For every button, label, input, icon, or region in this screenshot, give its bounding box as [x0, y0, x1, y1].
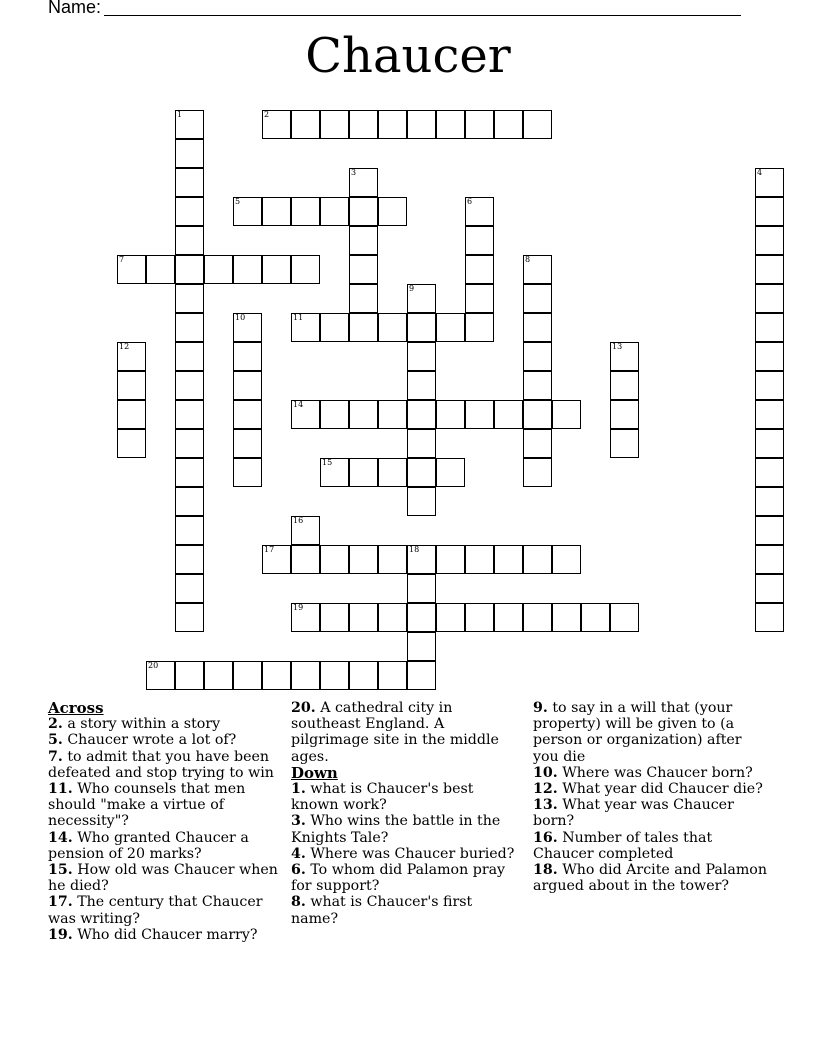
clue-number: 3.: [291, 813, 306, 830]
grid-cell[interactable]: [291, 545, 320, 574]
grid-cell[interactable]: [494, 603, 523, 632]
clue-number: 9: [409, 284, 415, 293]
clue-text: to admit that you have been defeated and stop trying to win: [48, 748, 274, 781]
grid-cell[interactable]: [175, 226, 204, 255]
grid-cell[interactable]: [378, 458, 407, 487]
down-clue: [533, 700, 768, 765]
grid-cell[interactable]: [117, 255, 146, 284]
across-clue: [48, 716, 278, 732]
grid-cell[interactable]: [407, 632, 436, 661]
grid-cell[interactable]: [755, 226, 784, 255]
clue-text: to say in a will that (your property) will be given to (a person or organization) after you die: [533, 700, 742, 765]
grid-cell[interactable]: [378, 603, 407, 632]
grid-cell[interactable]: [523, 429, 552, 458]
across-clue: [48, 927, 278, 943]
grid-cell[interactable]: [291, 603, 320, 632]
down-clue: [533, 797, 768, 829]
grid-cell[interactable]: [465, 255, 494, 284]
grid-cell[interactable]: [117, 371, 146, 400]
clue-number: 1: [177, 110, 183, 119]
grid-cell[interactable]: [233, 342, 262, 371]
grid-cell[interactable]: [349, 313, 378, 342]
grid-cell[interactable]: [233, 458, 262, 487]
grid-cell[interactable]: [378, 313, 407, 342]
grid-cell[interactable]: [233, 255, 262, 284]
grid-cell[interactable]: [755, 197, 784, 226]
grid-cell[interactable]: [407, 371, 436, 400]
grid-cell[interactable]: [465, 603, 494, 632]
grid-cell[interactable]: [233, 371, 262, 400]
grid-cell[interactable]: [233, 429, 262, 458]
clue-text: Who granted Chaucer a pension of 20 marks?: [48, 829, 249, 862]
grid-cell[interactable]: [494, 400, 523, 429]
clue-number: 14: [293, 400, 304, 409]
grid-cell[interactable]: [523, 110, 552, 139]
grid-cell[interactable]: [755, 429, 784, 458]
grid-cell[interactable]: [320, 400, 349, 429]
grid-cell[interactable]: [291, 661, 320, 690]
grid-cell[interactable]: [349, 284, 378, 313]
clue-number: 13.: [533, 797, 558, 814]
grid-cell[interactable]: [291, 516, 320, 545]
clue-number: 12: [119, 342, 130, 351]
grid-cell[interactable]: [755, 458, 784, 487]
clue-text: Who counsels that men should "make a virtue of necessity"?: [48, 781, 246, 830]
name-label: Name:: [48, 0, 102, 17]
grid-cell[interactable]: [755, 603, 784, 632]
grid-cell[interactable]: [552, 603, 581, 632]
grid-cell[interactable]: [262, 545, 291, 574]
grid-cell[interactable]: [233, 400, 262, 429]
grid-cell[interactable]: [465, 110, 494, 139]
grid-cell[interactable]: [465, 313, 494, 342]
grid-cell[interactable]: [262, 197, 291, 226]
grid-cell[interactable]: [755, 545, 784, 574]
clues-column-2: [291, 700, 523, 927]
clue-number: 15.: [48, 862, 73, 879]
grid-cell[interactable]: [407, 342, 436, 371]
grid-cell[interactable]: [175, 429, 204, 458]
grid-cell[interactable]: [610, 371, 639, 400]
grid-cell[interactable]: [291, 400, 320, 429]
clue-number: 8.: [291, 894, 306, 911]
grid-cell[interactable]: [204, 661, 233, 690]
grid-cell[interactable]: [291, 255, 320, 284]
down-clue: [291, 894, 523, 926]
grid-cell[interactable]: [320, 110, 349, 139]
clue-number: 20.: [291, 700, 316, 716]
grid-cell[interactable]: [610, 429, 639, 458]
grid-cell[interactable]: [175, 661, 204, 690]
down-clue: [291, 862, 523, 894]
clue-number: 2: [264, 110, 270, 119]
grid-cell[interactable]: [465, 400, 494, 429]
grid-cell[interactable]: [755, 284, 784, 313]
grid-cell[interactable]: [610, 603, 639, 632]
grid-cell[interactable]: [262, 110, 291, 139]
grid-cell[interactable]: [378, 197, 407, 226]
clue-number: 5.: [48, 732, 63, 749]
grid-cell[interactable]: [175, 284, 204, 313]
clue-text: What year was Chaucer born?: [533, 797, 734, 830]
clue-text: Where was Chaucer buried?: [305, 845, 515, 862]
grid-cell[interactable]: [117, 429, 146, 458]
down-clue: [291, 813, 523, 845]
down-clue: [291, 846, 523, 862]
grid-cell[interactable]: [494, 110, 523, 139]
grid-cell[interactable]: [436, 545, 465, 574]
clue-text: a story within a story: [62, 716, 221, 733]
grid-cell[interactable]: [407, 458, 436, 487]
clue-number: 8: [525, 255, 531, 264]
clue-number: 16: [293, 516, 304, 525]
clue-number: 11: [293, 313, 304, 322]
grid-cell[interactable]: [349, 458, 378, 487]
clue-text: What year did Chaucer die?: [557, 781, 763, 798]
clue-number: 13: [612, 342, 623, 351]
clue-number: 11.: [48, 781, 73, 798]
across-clue: [291, 700, 523, 765]
clue-number: 6.: [291, 862, 306, 879]
grid-cell[interactable]: [349, 226, 378, 255]
grid-cell[interactable]: [436, 313, 465, 342]
clue-text: Chaucer wrote a lot of?: [62, 732, 237, 749]
grid-cell[interactable]: [436, 458, 465, 487]
grid-cell[interactable]: [349, 545, 378, 574]
grid-cell[interactable]: [610, 400, 639, 429]
grid-cell[interactable]: [320, 197, 349, 226]
grid-cell[interactable]: [175, 342, 204, 371]
grid-cell[interactable]: [465, 226, 494, 255]
clue-number: 1.: [291, 781, 306, 798]
clue-number: 10.: [533, 764, 558, 781]
clues-column-1: [48, 700, 278, 943]
grid-cell[interactable]: [320, 545, 349, 574]
grid-cell[interactable]: [407, 574, 436, 603]
grid-cell[interactable]: [523, 342, 552, 371]
clue-number: 19.: [48, 926, 73, 943]
grid-cell[interactable]: [175, 400, 204, 429]
grid-cell[interactable]: [407, 284, 436, 313]
across-clue: [48, 749, 278, 781]
grid-cell[interactable]: [175, 516, 204, 545]
grid-cell[interactable]: [407, 110, 436, 139]
grid-cell[interactable]: [465, 284, 494, 313]
clues-column-3: [533, 700, 768, 894]
clue-number: 18.: [533, 862, 558, 879]
grid-cell[interactable]: [175, 197, 204, 226]
grid-cell[interactable]: [349, 197, 378, 226]
grid-cell[interactable]: [291, 110, 320, 139]
across-clue: [48, 830, 278, 862]
grid-cell[interactable]: [233, 197, 262, 226]
down-clue: [533, 765, 768, 781]
grid-cell[interactable]: [175, 168, 204, 197]
grid-cell[interactable]: [407, 429, 436, 458]
grid-cell[interactable]: [349, 168, 378, 197]
grid-cell[interactable]: [378, 110, 407, 139]
grid-cell[interactable]: [755, 400, 784, 429]
page-title: Chaucer: [305, 28, 511, 84]
grid-cell[interactable]: [755, 574, 784, 603]
clue-number: 2.: [48, 716, 63, 733]
clue-number: 9.: [533, 700, 548, 716]
grid-cell[interactable]: [407, 545, 436, 574]
down-clue: [533, 830, 768, 862]
grid-cell[interactable]: [291, 313, 320, 342]
grid-cell[interactable]: [465, 197, 494, 226]
grid-cell[interactable]: [320, 603, 349, 632]
grid-cell[interactable]: [755, 371, 784, 400]
grid-cell[interactable]: [146, 255, 175, 284]
grid-cell[interactable]: [755, 313, 784, 342]
grid-cell[interactable]: [146, 661, 175, 690]
clue-text: To whom did Palamon pray for support?: [291, 862, 506, 895]
clue-number: 19: [293, 603, 304, 612]
clue-text: Who wins the battle in the Knights Tale?: [291, 813, 501, 846]
grid-cell[interactable]: [523, 255, 552, 284]
clue-number: 16.: [533, 829, 558, 846]
clue-number: 17.: [48, 894, 73, 911]
grid-cell[interactable]: [378, 661, 407, 690]
grid-cell[interactable]: [407, 313, 436, 342]
across-clue: [48, 894, 278, 926]
grid-cell[interactable]: [262, 661, 291, 690]
clue-number: 7.: [48, 748, 63, 765]
clue-number: 10: [235, 313, 246, 322]
grid-cell[interactable]: [175, 255, 204, 284]
grid-cell[interactable]: [523, 603, 552, 632]
grid-cell[interactable]: [581, 603, 610, 632]
grid-cell[interactable]: [175, 603, 204, 632]
clue-text: what is Chaucer's first name?: [291, 894, 473, 927]
grid-cell[interactable]: [407, 603, 436, 632]
across-clue: [48, 732, 278, 748]
grid-cell[interactable]: [523, 458, 552, 487]
grid-cell[interactable]: [175, 545, 204, 574]
grid-cell[interactable]: [117, 400, 146, 429]
grid-cell[interactable]: [436, 603, 465, 632]
grid-cell[interactable]: [175, 371, 204, 400]
grid-cell[interactable]: [755, 255, 784, 284]
grid-cell[interactable]: [523, 545, 552, 574]
grid-cell[interactable]: [175, 574, 204, 603]
clue-number: 5: [235, 197, 241, 206]
grid-cell[interactable]: [436, 110, 465, 139]
grid-cell[interactable]: [349, 603, 378, 632]
grid-cell[interactable]: [349, 110, 378, 139]
grid-cell[interactable]: [349, 661, 378, 690]
across-clue: [48, 781, 278, 830]
grid-cell[interactable]: [523, 313, 552, 342]
grid-cell[interactable]: [552, 400, 581, 429]
clue-number: 17: [264, 545, 275, 554]
grid-cell[interactable]: [175, 487, 204, 516]
grid-cell[interactable]: [233, 313, 262, 342]
clue-text: How old was Chaucer when he died?: [48, 862, 278, 895]
grid-cell[interactable]: [436, 400, 465, 429]
grid-cell[interactable]: [523, 284, 552, 313]
clue-number: 18: [409, 545, 420, 554]
grid-cell[interactable]: [349, 400, 378, 429]
clue-number: 14.: [48, 829, 73, 846]
clue-text: Who did Chaucer marry?: [72, 926, 258, 943]
across-heading: Across: [48, 699, 104, 717]
down-clue: [291, 781, 523, 813]
clue-number: 20: [148, 661, 159, 670]
grid-cell[interactable]: [755, 516, 784, 545]
across-clue: [48, 862, 278, 894]
grid-cell[interactable]: [320, 313, 349, 342]
grid-cell[interactable]: [320, 661, 349, 690]
clue-text: The century that Chaucer was writing?: [48, 894, 263, 927]
clue-number: 15: [322, 458, 333, 467]
grid-cell[interactable]: [407, 400, 436, 429]
clue-number: 6: [467, 197, 473, 206]
clue-text: Number of tales that Chaucer completed: [533, 829, 713, 862]
clue-text: A cathedral city in southeast England. A pilgrimage site in the middle ages.: [291, 700, 499, 765]
grid-cell[interactable]: [175, 139, 204, 168]
grid-cell[interactable]: [610, 342, 639, 371]
grid-cell[interactable]: [755, 342, 784, 371]
clue-number: 4.: [291, 845, 306, 862]
grid-cell[interactable]: [378, 545, 407, 574]
clue-number: 12.: [533, 781, 558, 798]
grid-cell[interactable]: [494, 545, 523, 574]
clue-text: what is Chaucer's best known work?: [291, 781, 474, 814]
grid-cell[interactable]: [378, 400, 407, 429]
grid-cell[interactable]: [175, 458, 204, 487]
clue-number: 7: [119, 255, 125, 264]
grid-cell[interactable]: [204, 255, 233, 284]
clue-text: Who did Arcite and Palamon argued about in the tower?: [533, 862, 767, 895]
grid-cell[interactable]: [407, 487, 436, 516]
grid-cell[interactable]: [262, 255, 291, 284]
down-clue: [533, 781, 768, 797]
grid-cell[interactable]: [291, 197, 320, 226]
clue-number: 3: [351, 168, 357, 177]
down-clue: [533, 862, 768, 894]
grid-cell[interactable]: [552, 545, 581, 574]
grid-cell[interactable]: [349, 255, 378, 284]
grid-cell[interactable]: [755, 168, 784, 197]
grid-cell[interactable]: [233, 661, 262, 690]
clue-text: Where was Chaucer born?: [557, 764, 753, 781]
grid-cell[interactable]: [117, 342, 146, 371]
grid-cell[interactable]: [407, 661, 436, 690]
down-heading: Down: [291, 763, 338, 782]
grid-cell[interactable]: [523, 400, 552, 429]
grid-cell[interactable]: [175, 110, 204, 139]
grid-cell[interactable]: [175, 313, 204, 342]
clue-number: 4: [757, 168, 763, 177]
grid-cell[interactable]: [465, 545, 494, 574]
grid-cell[interactable]: [320, 458, 349, 487]
grid-cell[interactable]: [755, 487, 784, 516]
grid-cell[interactable]: [523, 371, 552, 400]
